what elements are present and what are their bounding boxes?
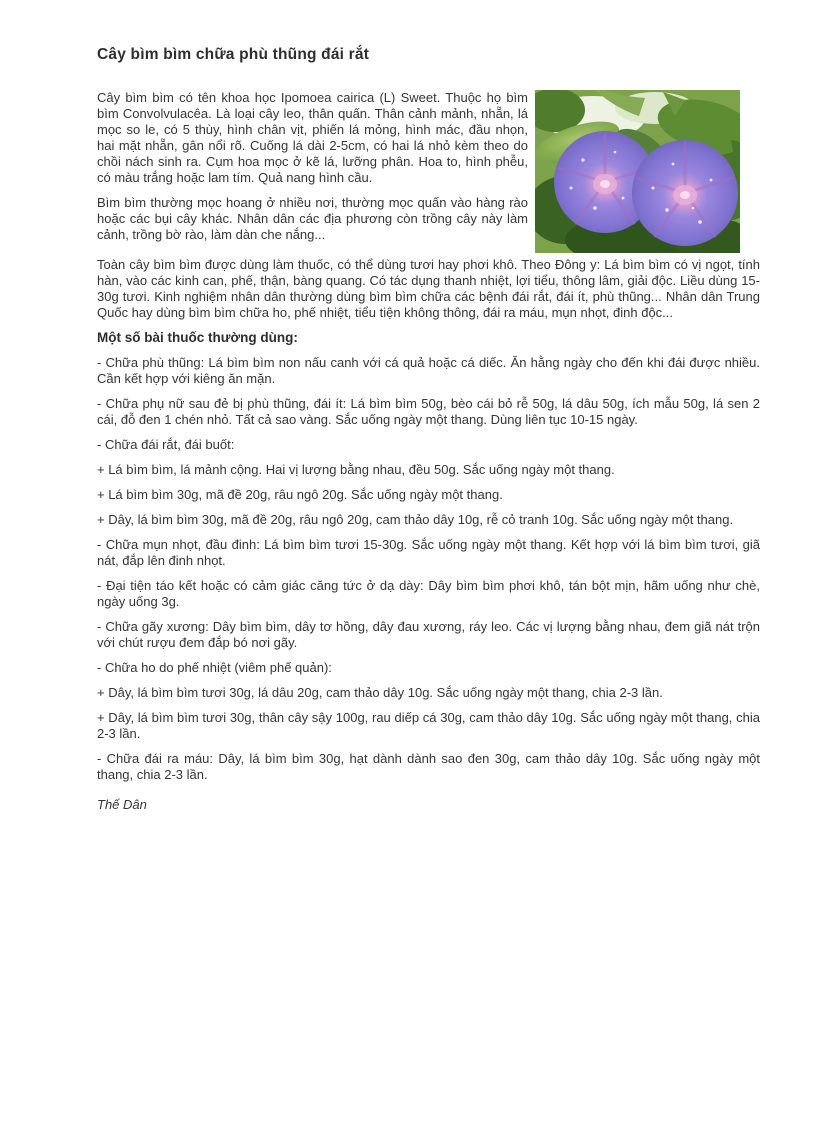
remedy-item: + Dây, lá bìm bìm tươi 30g, thân cây sậy 100g, rau diếp cá 30g, cam thảo dây 10g. Sắc uống ngày một thang, chia 2-3 lần. bbox=[97, 710, 760, 741]
page-title: Cây bìm bìm chữa phù thũng đái rắt bbox=[97, 46, 370, 63]
intro-paragraph-1: Cây bìm bìm có tên khoa học Ipomoea cairica (L) Sweet. Thuộc họ bìm bìm Convolvulacêa. Là loại cây leo, thân quấn. Thân cảnh mảnh, nhẵn, lá mọc so le, có 5 thùy, hình chân vịt, phiến lá mỏng, hình mác, đầu nhọn, hai mặt nhẵn, gân nổi rõ. Cuống lá dài 2-5cm, có hai lá nhỏ kèm theo do chồi nách sinh ra. Cụm hoa mọc ở kẽ lá, lưỡng phân. Hoa to, hình phễu, có màu trắng hoặc lam tím. Quả nang hình cầu. bbox=[97, 90, 528, 185]
remedy-item: + Lá bìm bìm 30g, mã đề 20g, râu ngô 20g. Sắc uống ngày một thang. bbox=[97, 487, 503, 502]
remedy-item: - Đại tiện táo kết hoặc có cảm giác căng tức ở dạ dày: Dây bìm bìm phơi khô, tán bột mịn, hãm uống như chè, ngày uống 3g. bbox=[97, 578, 760, 609]
intro-text-column bbox=[97, 90, 528, 252]
remedy-item: - Chữa đái ra máu: Dây, lá bìm bìm 30g, hạt dành dành sao đen 30g, cam thảo dây 10g. Sắc uống ngày một thang, chia 2-3 lần. bbox=[97, 751, 760, 782]
main-text-section bbox=[97, 257, 760, 812]
document-content bbox=[97, 46, 760, 812]
author-signature: Thế Dân bbox=[97, 797, 147, 812]
remedy-item: - Chữa đái rắt, đái buốt: bbox=[97, 437, 235, 452]
intro-paragraph-2: Bìm bìm thường mọc hoang ở nhiều nơi, thường mọc quấn vào hàng rào hoặc các bụi cây khác. Nhân dân các địa phương còn trồng cây này làm cảnh, trồng bờ rào, làm dàn che nắng... bbox=[97, 195, 528, 242]
flower-photo bbox=[535, 90, 740, 253]
remedy-item: + Lá bìm bìm, lá mảnh cộng. Hai vị lượng bằng nhau, đều 50g. Sắc uống ngày một thang. bbox=[97, 462, 615, 477]
remedy-item: - Chữa gãy xương: Dây bìm bìm, dây tơ hồng, dây đau xương, ráy leo. Các vị lượng bằng nhau, đem giã nát trộn với chút rượu đem đắp bó nơi gãy. bbox=[97, 619, 760, 650]
remedy-item: - Chữa ho do phế nhiệt (viêm phế quản): bbox=[97, 660, 332, 675]
remedy-item: + Dây, lá bìm bìm 30g, mã đề 20g, râu ngô 20g, cam thảo dây 10g, rễ cỏ tranh 10g. Sắc uống ngày một thang. bbox=[97, 512, 734, 527]
remedy-item: - Chữa phụ nữ sau đẻ bị phù thũng, đái ít: Lá bìm bìm 50g, bèo cái bỏ rễ 50g, lá dâu 50g, ích mẫu 50g, lá sen 2 cái, đỗ đen 1 chén nhỏ. Tất cả sao vàng. Sắc uống ngày một thang. Dùng liên tục 10-15 ngày. bbox=[97, 396, 760, 427]
morning-glory-flowers-image bbox=[535, 90, 740, 253]
remedy-item: + Dây, lá bìm bìm tươi 30g, lá dâu 20g, cam thảo dây 10g. Sắc uống ngày một thang, chia 2-3 lần. bbox=[97, 685, 663, 700]
remedy-item: - Chữa mụn nhọt, đầu đinh: Lá bìm bìm tươi 15-30g. Sắc uống ngày một thang. Kết hợp với lá bìm bìm tươi, giã nát, đắp lên đinh nhọt. bbox=[97, 537, 760, 568]
remedy-item: - Chữa phù thũng: Lá bìm bìm non nấu canh với cá quả hoặc cá diếc. Ăn hằng ngày cho đến khi đái được nhiều. Cần kết hợp với kiêng ăn mặn. bbox=[97, 355, 760, 386]
uses-paragraph: Toàn cây bìm bìm được dùng làm thuốc, có thể dùng tươi hay phơi khô. Theo Đông y: Lá bìm bìm có vị ngọt, tính hàn, vào các kinh can, phế, thận, bàng quang. Có tác dụng thanh nhiệt, lợi tiểu, thông lâm, giải độc. Liều dùng 15-30g tươi. Kinh nghiệm nhân dân thường dùng bìm bìm chữa các bệnh đái rắt, đái ít, phù thũng... Nhân dân Trung Quốc hay dùng bìm bìm chữa ho, phế nhiệt, tiểu tiện không thông, đái ra máu, mụn nhọt, đinh độc... bbox=[97, 257, 760, 320]
remedies-heading: Một số bài thuốc thường dùng: bbox=[97, 330, 298, 345]
intro-section bbox=[97, 90, 760, 253]
